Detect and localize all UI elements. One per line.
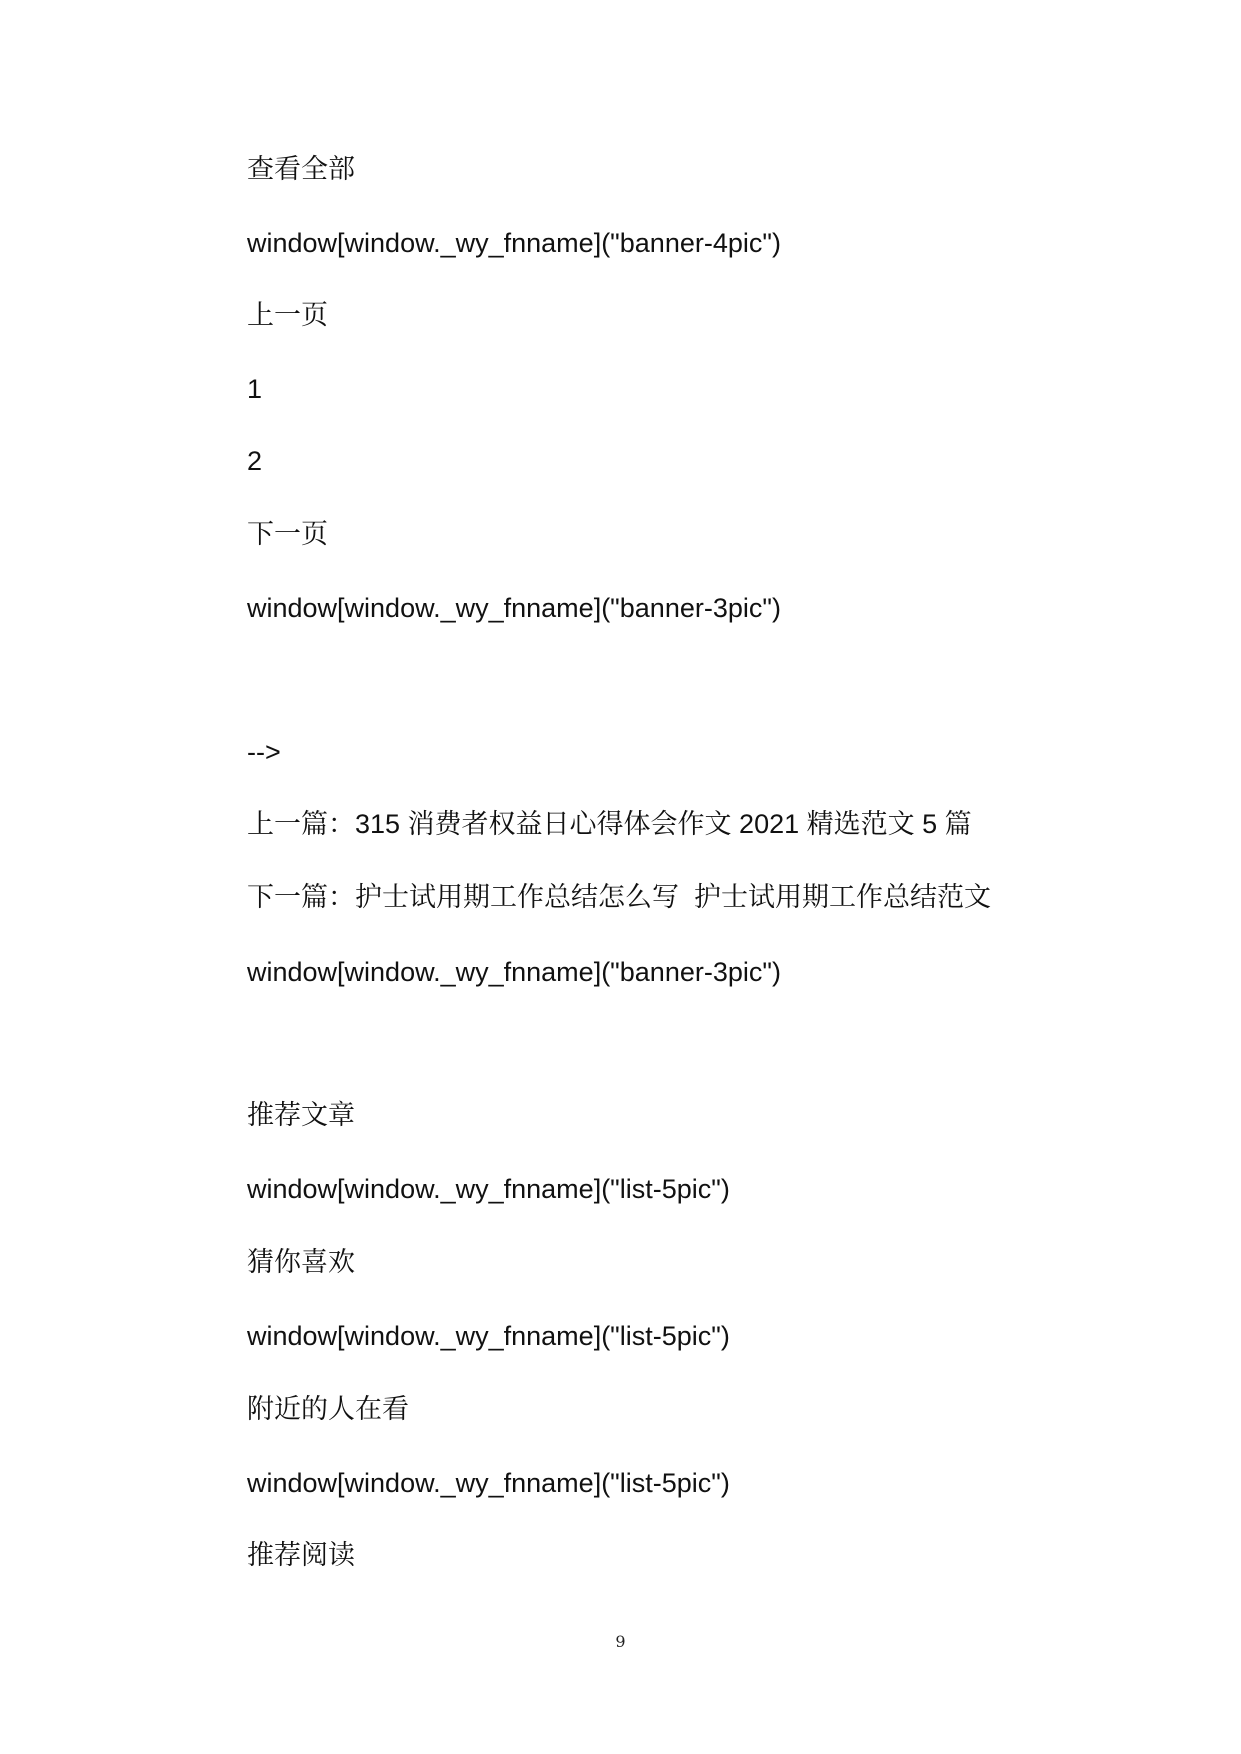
view-all-link[interactable]: 查看全部 — [247, 154, 355, 184]
nearby-reading-heading: 附近的人在看 — [247, 1394, 409, 1424]
page-number: 9 — [615, 1632, 626, 1651]
recommended-articles-heading: 推荐文章 — [247, 1100, 355, 1130]
guess-you-like-heading: 猜你喜欢 — [247, 1247, 355, 1277]
prev-page-link[interactable]: 上一页 — [247, 300, 328, 330]
next-article-link[interactable]: 下一篇：护士试用期工作总结怎么写 护士试用期工作总结范文 — [247, 882, 992, 912]
script-text-list-5pic-2: window[window._wy_fnname]("list-5pic") — [247, 1321, 730, 1351]
script-text-banner-3pic: window[window._wy_fnname]("banner-3pic") — [247, 593, 781, 623]
page-1-link[interactable]: 1 — [247, 374, 263, 404]
script-text-list-5pic: window[window._wy_fnname]("list-5pic") — [247, 1174, 730, 1204]
prev-article-link[interactable]: 上一篇：315 消费者权益日心得体会作文 2021 精选范文 5 篇 — [247, 809, 972, 839]
comment-end-marker: --> — [247, 737, 281, 767]
page-2-link[interactable]: 2 — [247, 446, 263, 476]
next-page-link[interactable]: 下一页 — [247, 519, 328, 549]
script-text-banner-4pic: window[window._wy_fnname]("banner-4pic") — [247, 228, 781, 258]
recommended-reading-heading: 推荐阅读 — [247, 1540, 355, 1570]
script-text-list-5pic-3: window[window._wy_fnname]("list-5pic") — [247, 1468, 730, 1498]
script-text-banner-3pic-2: window[window._wy_fnname]("banner-3pic") — [247, 957, 781, 987]
